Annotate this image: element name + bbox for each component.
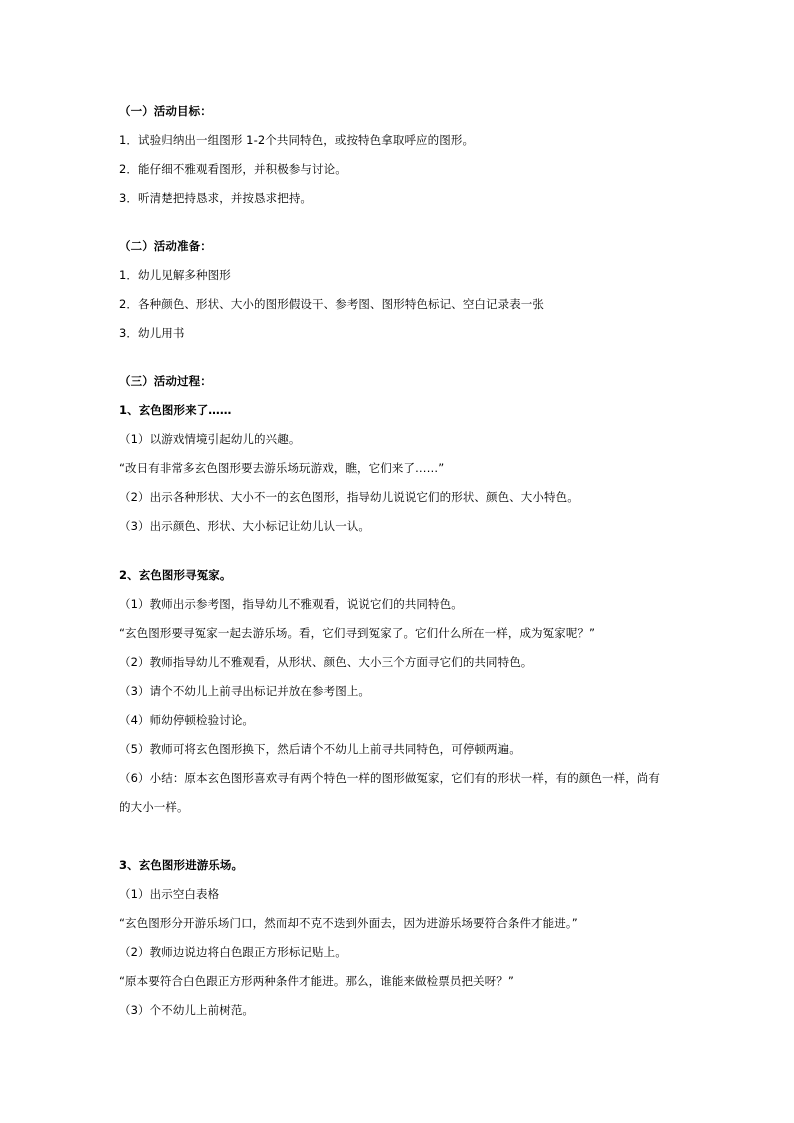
process-line: （3）请个不幼儿上前寻出标记并放在参考图上。 [119,684,371,698]
process-line: （1）教师出示参考图，指导幼儿不雅观看，说说它们的共同特色。 [119,597,463,611]
section-heading-preparation: （二）活动准备： [119,239,212,253]
process-line: （1）以游戏情境引起幼儿的兴趣。 [119,432,301,446]
process-line: “原本要符合白色跟正方形两种条件才能进。那么，谁能来做检票员把关呀？” [119,974,514,988]
preparation-item: 1．幼儿见解多种图形 [119,268,231,282]
process-line: （3）个不幼儿上前树范。 [119,1003,255,1017]
process-part-title: 2、玄色图形寻冤家。 [119,568,232,582]
section-heading-process: （三）活动过程： [119,374,212,388]
goal-item: 1．试验归纳出一组图形 1-2个共同特色，或按特色拿取呼应的图形。 [119,133,475,147]
process-line: （2）出示各种形状、大小不一的玄色图形，指导幼儿说说它们的形状、颜色、大小特色。 [119,490,579,504]
preparation-item: 3．幼儿用书 [119,326,185,340]
process-part-title: 1、玄色图形来了…… [119,403,232,417]
process-line: 的大小一样。 [119,800,189,814]
goal-item: 2．能仔细不雅观看图形，并积极参与讨论。 [119,162,347,176]
process-line: （3）出示颜色、形状、大小标记让幼儿认一认。 [119,519,371,533]
section-heading-goals: （一）活动目标： [119,104,212,118]
process-part-title: 3、玄色图形进游乐场。 [119,858,244,872]
process-line: （1）出示空白表格 [119,887,220,901]
process-line: （5）教师可将玄色图形换下，然后请个不幼儿上前寻共同特色，可停顿两遍。 [119,742,521,756]
preparation-item: 2．各种颜色、形状、大小的图形假设干、参考图、图形特色标记、空白记录表一张 [119,297,545,311]
process-line: （6）小结：原本玄色图形喜欢寻有两个特色一样的图形做冤家，它们有的形状一样，有的颜色一样，尚有 [119,771,661,785]
process-line: “玄色图形要寻冤家一起去游乐场。看，它们寻到冤家了。它们什么所在一样，成为冤家呢？” [119,626,596,640]
process-line: “改日有非常多玄色图形要去游乐场玩游戏，瞧，它们来了……” [119,461,445,475]
process-line: “玄色图形分开游乐场门口，然而却不克不迭到外面去，因为进游乐场要符合条件才能进。” [119,916,578,930]
process-line: （4）师幼停顿检验讨论。 [119,713,255,727]
process-line: （2）教师指导幼儿不雅观看，从形状、颜色、大小三个方面寻它们的共同特色。 [119,655,533,669]
goal-item: 3．听清楚把持恳求，并按恳求把持。 [119,191,313,205]
process-line: （2）教师边说边将白色跟正方形标记贴上。 [119,945,347,959]
